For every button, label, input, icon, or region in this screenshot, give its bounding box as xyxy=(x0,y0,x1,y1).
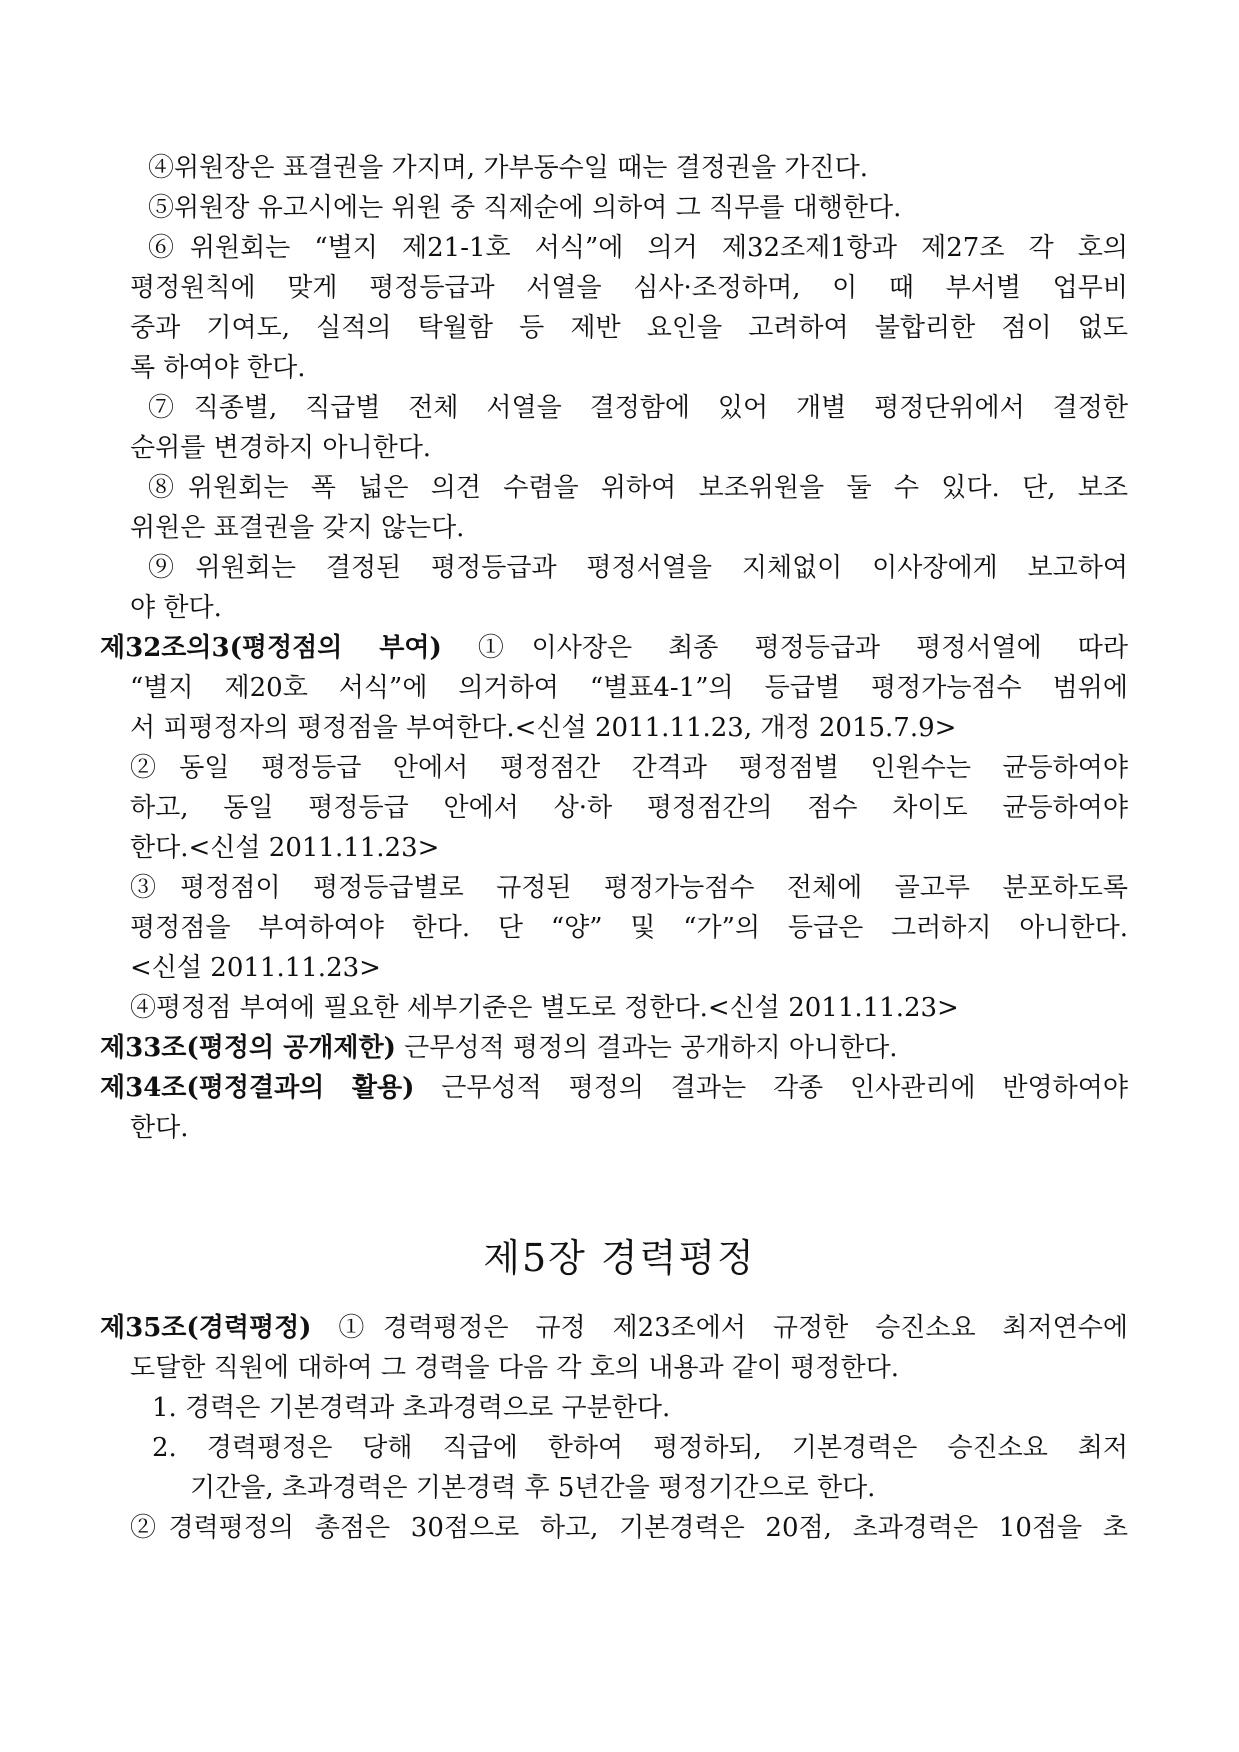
para-8-line-1: ⑧위원회는 폭 넓은 의견 수렴을 위하여 보조위원을 둘 수 있다. 단, 보조 xyxy=(148,473,1128,503)
article-32-3-line-3: 서 피평정자의 평정점을 부여한다.<신설 2011.11.23, 개정 2015.7.9> xyxy=(130,713,957,743)
article-32-3-para-4-line: ④평정점 부여에 필요한 세부기준은 별도로 정한다.<신설 2011.11.23> xyxy=(130,993,959,1023)
article-35-item-2-line-2: 기간을, 초과경력은 기본경력 후 5년간을 평정기간으로 한다. xyxy=(190,1473,876,1503)
article-35-text: ①경력평정은 규정 제23조에서 규정한 승진소요 최저연수에 xyxy=(311,1313,1128,1343)
article-35-para-2-line-1: ②경력평정의 총점은 30점으로 하고, 기본경력은 20점, 초과경력은 10점을 초 xyxy=(130,1513,1129,1543)
article-32-3-para-2-line-3: 한다.<신설 2011.11.23> xyxy=(130,833,440,863)
para-6-line-1: ⑥위원회는 “별지 제21-1호 서식”에 의거 제32조제1항과 제27조 각 호의 xyxy=(148,233,1128,263)
article-32-3-para-3-line-2: 평정점을 부여하여야 한다. 단 “양” 및 “가”의 등급은 그러하지 아니한다. xyxy=(130,913,1128,943)
article-34-line-1 xyxy=(100,1073,1128,1103)
article-34-line-2: 한다. xyxy=(130,1113,189,1143)
article-32-3-heading: 제32조의3(평정점의 부여) xyxy=(100,633,442,663)
article-33-heading: 제33조(평정의 공개제한) xyxy=(100,1033,396,1063)
article-35-line-1 xyxy=(100,1313,1128,1343)
para-9-line-2: 야 한다. xyxy=(130,593,222,623)
para-6-line-4: 록 하여야 한다. xyxy=(130,353,306,383)
para-9-line-1: ⑨위원회는 결정된 평정등급과 평정서열을 지체없이 이사장에게 보고하여 xyxy=(148,553,1128,583)
article-35-item-1: 1. 경력은 기본경력과 초과경력으로 구분한다. xyxy=(152,1393,671,1423)
article-32-3-line-1 xyxy=(100,633,1128,663)
article-32-3-para-2-line-1: ②동일 평정등급 안에서 평정점간 간격과 평정점별 인원수는 균등하여야 xyxy=(130,753,1128,783)
article-32-3-para-2-line-2: 하고, 동일 평정등급 안에서 상·하 평정점간의 점수 차이도 균등하여야 xyxy=(130,793,1128,823)
para-7-line-2: 순위를 변경하지 아니한다. xyxy=(130,433,432,463)
para-6-line-2: 평정원칙에 맞게 평정등급과 서열을 심사·조정하며, 이 때 부서별 업무비 xyxy=(130,273,1128,303)
article-33-line xyxy=(100,1033,898,1063)
para-6-line-3: 중과 기여도, 실적의 탁월함 등 제반 요인을 고려하여 불합리한 점이 없도 xyxy=(130,313,1128,343)
article-32-3-text: ①이사장은 최종 평정등급과 평정서열에 따라 xyxy=(441,633,1128,663)
article-32-3-para-3-line-1: ③평정점이 평정등급별로 규정된 평정가능점수 전체에 골고루 분포하도록 xyxy=(130,873,1128,903)
article-35-heading: 제35조(경력평정) xyxy=(100,1313,312,1343)
article-32-3-line-2: “별지 제20호 서식”에 의거하여 “별표4-1”의 등급별 평정가능점수 범위에 xyxy=(130,673,1128,703)
article-34-heading: 제34조(평정결과의 활용) xyxy=(100,1073,415,1103)
article-35-line-2: 도달한 직원에 대하여 그 경력을 다음 각 호의 내용과 같이 평정한다. xyxy=(130,1353,900,1383)
para-8-line-2: 위원은 표결권을 갖지 않는다. xyxy=(130,513,465,543)
article-32-3-para-3-line-3: <신설 2011.11.23> xyxy=(130,953,381,983)
article-33-text: 근무성적 평정의 결과는 공개하지 아니한다. xyxy=(395,1033,898,1063)
article-35-item-2-line-1: 2. 경력평정은 당해 직급에 한하여 평정하되, 기본경력은 승진소요 최저 xyxy=(152,1433,1128,1463)
article-34-text: 근무성적 평정의 결과는 각종 인사관리에 반영하여야 xyxy=(414,1073,1128,1103)
para-4-line: ④위원장은 표결권을 가지며, 가부동수일 때는 결정권을 가진다. xyxy=(148,153,869,183)
para-7-line-1: ⑦직종별, 직급별 전체 서열을 결정함에 있어 개별 평정단위에서 결정한 xyxy=(148,393,1128,423)
chapter-title: 제5장 경력평정 xyxy=(483,1236,756,1280)
para-5-line: ⑤위원장 유고시에는 위원 중 직제순에 의하여 그 직무를 대행한다. xyxy=(148,193,902,223)
